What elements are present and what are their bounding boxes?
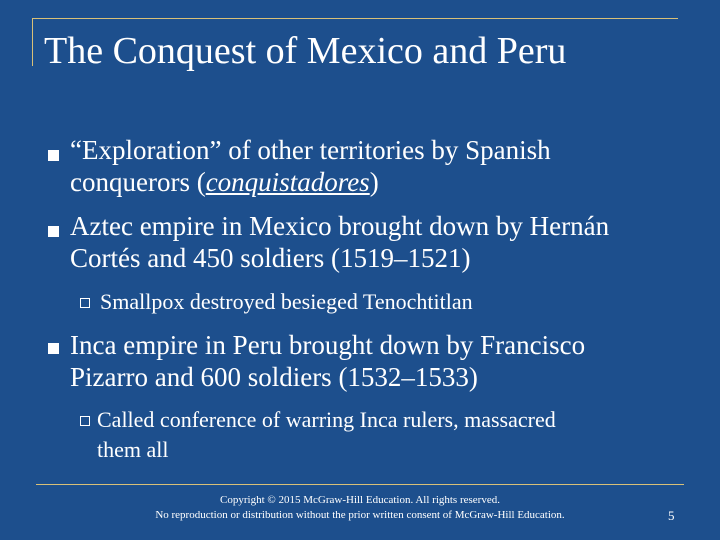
square-bullet-icon bbox=[48, 226, 59, 237]
bullet-inca-line1: Inca empire in Peru brought down by Francisco bbox=[70, 330, 586, 360]
bullet-exploration-line1: “Exploration” of other territories by Spanish bbox=[70, 135, 551, 165]
copyright-footer bbox=[80, 493, 640, 523]
bullet-exploration-line2-end: ) bbox=[369, 167, 379, 197]
conquistadores-term: conquistadores bbox=[205, 167, 370, 197]
page-number: 5 bbox=[668, 508, 675, 523]
reproduction-notice: No reproduction or distribution without the prior written consent of McGraw-Hill Education. bbox=[155, 509, 565, 521]
slide-title: The Conquest of Mexico and Peru bbox=[44, 30, 567, 72]
bullet-aztec bbox=[70, 210, 609, 274]
sub-bullet-smallpox: Smallpox destroyed besieged Tenochtitlan bbox=[100, 289, 473, 314]
bullet-exploration bbox=[70, 134, 551, 198]
sub-bullet-conference-line1: Called conference of warring Inca rulers, massacred bbox=[97, 407, 556, 432]
title-frame-top-line bbox=[32, 18, 678, 19]
bullet-inca bbox=[70, 329, 585, 393]
bullet-aztec-line2: Cortés and 450 soldiers (1519–1521) bbox=[70, 243, 471, 273]
footer-divider bbox=[36, 484, 684, 485]
bullet-aztec-line1: Aztec empire in Mexico brought down by Hernán bbox=[70, 211, 610, 241]
square-bullet-icon bbox=[48, 150, 59, 161]
hollow-square-bullet-icon bbox=[80, 298, 90, 308]
bullet-exploration-line2 bbox=[70, 166, 551, 198]
copyright-line: Copyright © 2015 McGraw-Hill Education. All rights reserved. bbox=[220, 494, 500, 506]
sub-bullet-conference-line2: them all bbox=[97, 437, 169, 462]
bullet-exploration-line2-start: conquerors ( bbox=[70, 167, 206, 197]
title-frame-left-line bbox=[32, 18, 33, 66]
sub-bullet-conference bbox=[97, 405, 556, 465]
square-bullet-icon bbox=[48, 343, 59, 354]
bullet-inca-line2: Pizarro and 600 soldiers (1532–1533) bbox=[70, 362, 478, 392]
hollow-square-bullet-icon bbox=[80, 416, 90, 426]
